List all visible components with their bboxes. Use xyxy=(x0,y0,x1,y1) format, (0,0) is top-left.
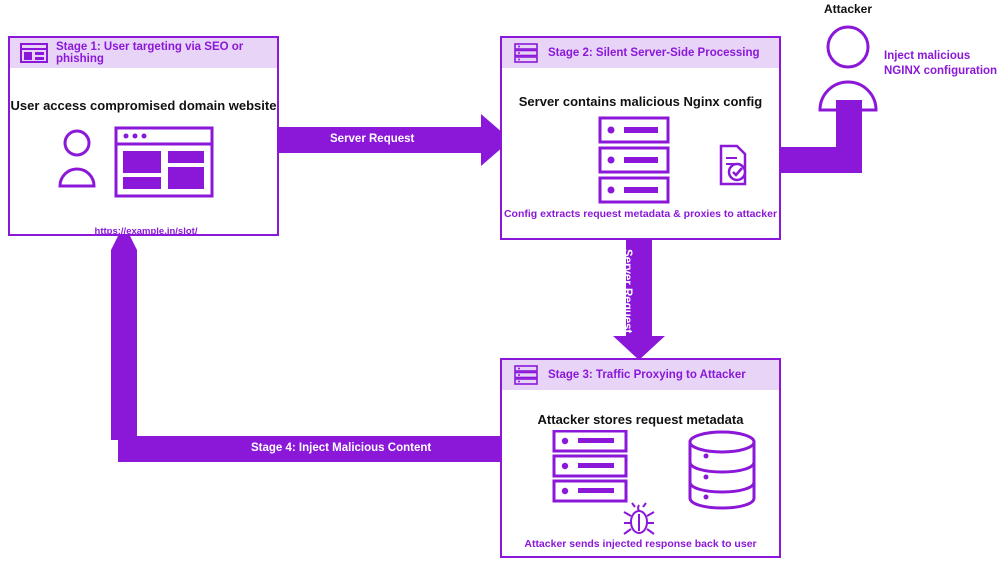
attacker-label: Attacker xyxy=(823,2,873,16)
inject-config-note-line2: NGINX configuration xyxy=(884,65,998,77)
stage-1-illustration xyxy=(44,124,244,204)
browser-window-icon xyxy=(20,43,48,63)
inject-config-note xyxy=(884,49,997,79)
stage-2-header-title: Stage 2: Silent Server-Side Processing xyxy=(548,47,760,59)
stage-3-header xyxy=(502,360,779,390)
stage-1-url: https://example.in/slot/ xyxy=(94,226,198,237)
stage-3-title: Attacker stores request metadata xyxy=(537,412,744,427)
stage-2-header xyxy=(502,38,779,68)
server-stack-icon xyxy=(512,43,540,63)
inject-config-note-line1: Inject malicious xyxy=(884,50,971,62)
stage-3-box xyxy=(500,358,781,558)
database-icon xyxy=(686,430,758,510)
arrow-label-stage-4: Stage 4: Inject Malicious Content xyxy=(251,442,432,454)
stage-1-box xyxy=(8,36,279,236)
stage-2-footer: Config extracts request metadata & proxies to attacker xyxy=(503,208,778,220)
server-stack-icon xyxy=(512,365,540,385)
stage-1-header-title: Stage 1: User targeting via SEO or phishing xyxy=(56,41,244,65)
stage-1-header xyxy=(10,38,277,68)
arrow-label-server-request-2: Server Request xyxy=(621,249,633,334)
bug-icon xyxy=(622,502,656,538)
arrow-label-server-request-1: Server Request xyxy=(330,133,415,145)
stage-2-title: Server contains malicious Nginx config xyxy=(518,94,763,109)
stage-2-box xyxy=(500,36,781,240)
stage-1-title: User access compromised domain website xyxy=(10,98,277,113)
stage-3-header-title: Stage 3: Traffic Proxying to Attacker xyxy=(548,369,746,381)
stage-3-servers-icon xyxy=(552,430,634,504)
stage-2-illustration xyxy=(580,116,710,208)
config-document-icon xyxy=(717,144,749,186)
stage-3-footer: Attacker sends injected response back to user xyxy=(524,538,757,550)
